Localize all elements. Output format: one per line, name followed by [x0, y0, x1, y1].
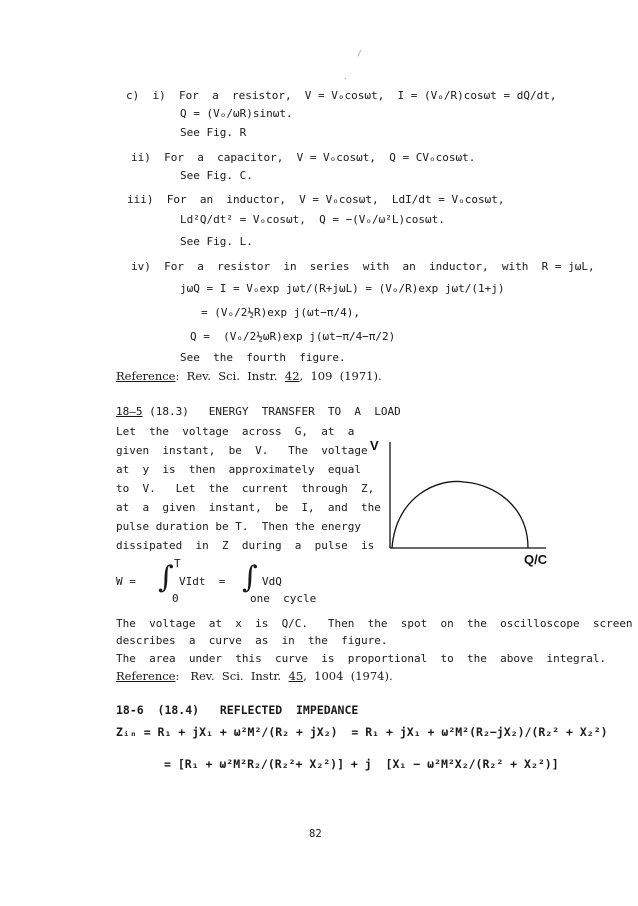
section-18-5-line-3: at y is then approximately equal	[116, 463, 362, 476]
voltage-charge-graph	[378, 436, 550, 568]
impedance-eq-line-2: = [R₁ + ω²M²R₂/(R₂²+ X₂²)] + j [X₁ − ω²M²X₂/(R₂² + X₂²)]	[164, 757, 559, 771]
reference-2-text: : Rev. Sci. Instr.	[175, 669, 289, 683]
part-c-iii-line1: iii) For an inductor, V = Vₒcosωt, LdI/dt = Vₒcosωt,	[127, 193, 505, 206]
scan-speck: /	[357, 49, 362, 58]
reference-1-rest: , 109 (1971).	[299, 369, 382, 383]
reference-2-rest: , 1004 (1974).	[303, 669, 393, 683]
after-line-1: The voltage at x is Q/C. Then the spot on the oscilloscope screen	[116, 617, 633, 630]
reference-2-label: Reference	[116, 669, 176, 683]
part-c-iv-line4: Q = (Vₒ/2½ωR)exp j(ωt−π/4−π/2)	[190, 330, 396, 343]
graph-svg	[378, 436, 550, 568]
part-c-i-line2: Q = (Vₒ/ωR)sinωt.	[180, 107, 293, 120]
reference-1-label: Reference	[116, 369, 176, 383]
section-18-5-number: 18–5	[116, 405, 143, 418]
part-c-iv-line5: See the fourth figure.	[180, 351, 346, 364]
section-18-5-line-2: given instant, be V. The voltage	[116, 444, 368, 457]
part-c-iii-line3: See Fig. L.	[180, 235, 253, 248]
integral-sign-2: ∫	[242, 560, 258, 595]
section-18-5-line-6: pulse duration be T. Then the energy	[116, 520, 362, 533]
energy-eq-integrand-2: VdQ	[262, 575, 282, 588]
section-18-5-line-1: Let the voltage across G, at a	[116, 425, 355, 438]
reference-2	[116, 670, 393, 683]
integral-sign-1: ∫	[158, 560, 174, 595]
reference-1-text: : Rev. Sci. Instr.	[175, 369, 285, 383]
page-number: 82	[309, 828, 322, 840]
section-18-5-line-7: dissipated in Z during a pulse is	[116, 539, 375, 552]
arch-curve	[392, 481, 528, 548]
energy-eq-integrand-1: VIdt =	[179, 575, 226, 588]
integral-domain-label: one cycle	[250, 592, 317, 605]
part-c-iv-line3: = (Vₒ/2½R)exp j(ωt−π/4),	[201, 306, 360, 319]
part-c-ii-line2: See Fig. C.	[180, 169, 253, 182]
part-c-iii-line2: Ld²Q/dt² = Vₒcosωt, Q = −(Vₒ/ω²L)cosωt.	[180, 213, 445, 226]
after-line-3: The area under this curve is proportional to the above integral.	[116, 652, 607, 665]
part-c-iv-line1: iv) For a resistor in series with an inductor, with R = jωL,	[131, 260, 595, 273]
impedance-eq-line-1: Zᵢₙ = R₁ + jX₁ + ω²M²/(R₂ + jX₂) = R₁ + jX₁ + ω²M²(R₂−jX₂)/(R₂² + X₂²)	[116, 725, 608, 739]
section-18-6-heading: 18-6 (18.4) REFLECTED IMPEDANCE	[116, 703, 359, 717]
part-c-i-line1: c) i) For a resistor, V = Vₒcosωt, I = (Vₒ/R)cosωt = dQ/dt,	[126, 89, 557, 102]
scan-speck: ·	[343, 74, 348, 83]
reference-2-volume: 45	[288, 669, 304, 683]
part-c-i-line3: See Fig. R	[180, 126, 247, 139]
energy-eq-lhs: W =	[116, 575, 136, 588]
part-c-iv-line2: jωQ = I = Vₒexp jωt/(R+jωL) = (Vₒ/R)exp jωt/(1+j)	[180, 282, 505, 295]
after-line-2: describes a curve as in the figure.	[116, 634, 388, 647]
section-18-5-line-4: to V. Let the current through Z,	[116, 482, 375, 495]
section-18-5-line-5: at a given instant, be I, and the	[116, 501, 381, 514]
integral-lower-limit: 0	[172, 592, 179, 605]
reference-1-volume: 42	[284, 369, 300, 383]
integral-upper-limit: T	[174, 557, 181, 570]
section-18-5-heading	[116, 405, 401, 418]
part-c-ii-line1: ii) For a capacitor, V = Vₒcosωt, Q = CVₒcosωt.	[131, 151, 476, 164]
graph-y-axis-label: V	[370, 438, 379, 453]
reference-1	[116, 370, 382, 383]
graph-x-axis-label: Q/C	[524, 552, 548, 567]
section-18-5-title: (18.3) ENERGY TRANSFER TO A LOAD	[142, 405, 401, 418]
